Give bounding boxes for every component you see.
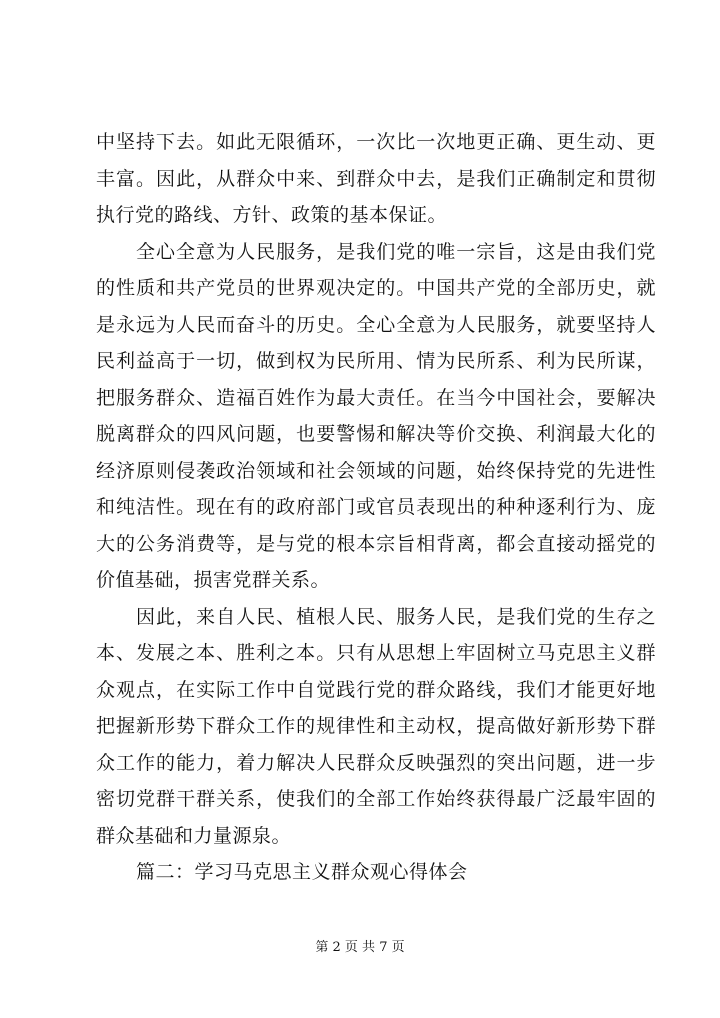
text-line: 价值基础，损害党群关系。 <box>96 569 331 591</box>
text-line: 把服务群众、造福百姓作为最大责任。在当今中国社会，要解决 <box>96 386 656 409</box>
text-line: 脱离群众的四风问题，也要警惕和解决等价交换、利润最大化的 <box>96 423 656 445</box>
text-line: 群众基础和力量源泉。 <box>96 824 292 847</box>
text-line: 本、发展之本、胜利之本。只有从思想上牢固树立马克思主义群 <box>96 642 656 664</box>
text-line: 大的公务消费等，是与党的根本宗旨相背离，都会直接动摇党的 <box>96 532 656 555</box>
text-line: 执行党的路线、方针、政策的基本保证。 <box>96 204 448 226</box>
text-line: 中坚持下去。如此无限循环，一次比一次地更正确、更生动、更 <box>96 131 656 153</box>
text-line: 众工作的能力，着力解决人民群众反映强烈的突出问题，进一步 <box>96 751 656 774</box>
text-line: 和纯洁性。现在有的政府部门或官员表现出的种种逐利行为、庞 <box>96 496 656 518</box>
page-number-footer: 第 2 页 共 7 页 <box>315 940 405 955</box>
section-heading: 篇二：学习马克思主义群众观心得体会 <box>136 861 468 883</box>
paragraph-start-line: 全心全意为人民服务，是我们党的唯一宗旨，这是由我们党 <box>136 240 656 263</box>
text-line: 密切党群干群关系，使我们的全部工作始终获得最广泛最牢固的 <box>96 788 656 810</box>
text-line: 民利益高于一切，做到权为民所用、情为民所系、利为民所谋， <box>96 350 656 372</box>
text-line: 是永远为人民而奋斗的历史。全心全意为人民服务，就要坚持人 <box>96 313 656 336</box>
text-line: 众观点，在实际工作中自觉践行党的群众路线，我们才能更好地 <box>96 678 656 701</box>
body-text <box>96 124 656 891</box>
text-line: 丰富。因此，从群众中来、到群众中去，是我们正确制定和贯彻 <box>96 167 656 190</box>
paragraph-start-line: 因此，来自人民、植根人民、服务人民，是我们党的生存之 <box>136 605 656 628</box>
text-line: 把握新形势下群众工作的规律性和主动权，提高做好新形势下群 <box>96 715 656 737</box>
text-line: 经济原则侵袭政治领域和社会领域的问题，始终保持党的先进性 <box>96 459 656 482</box>
text-line: 的性质和共产党员的世界观决定的。中国共产党的全部历史，就 <box>96 277 656 299</box>
